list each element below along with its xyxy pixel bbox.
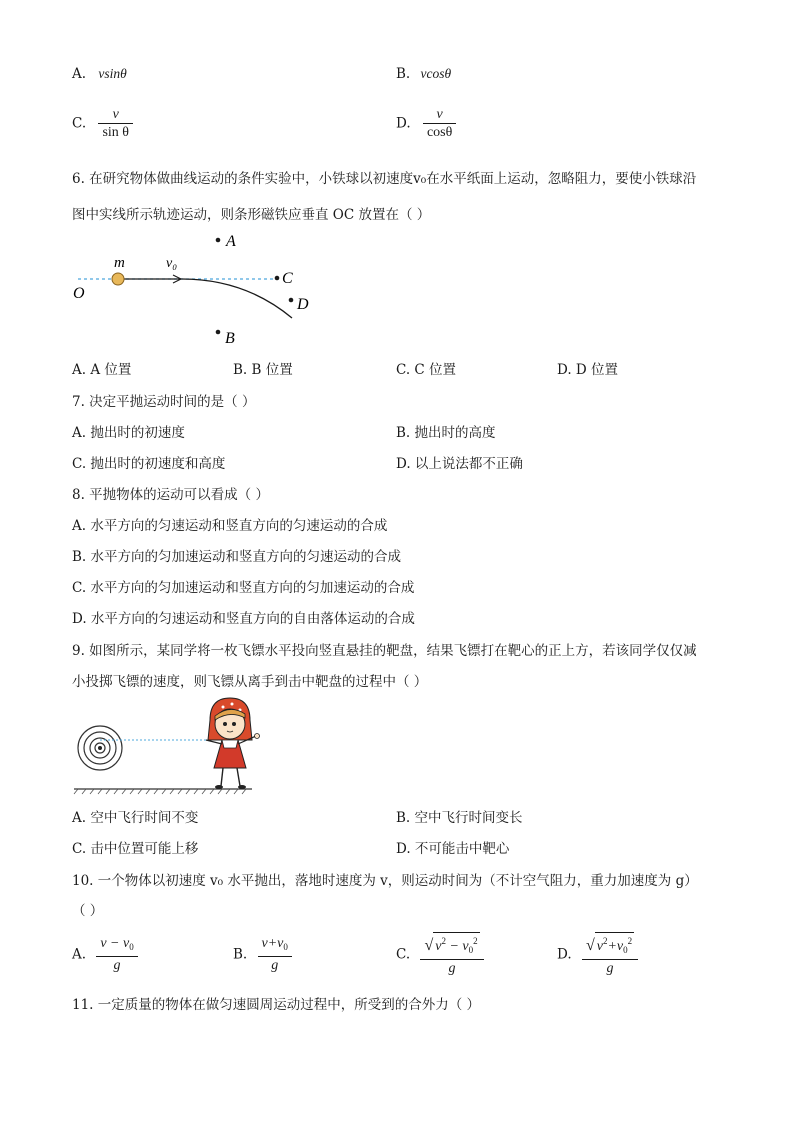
q10-option-d-fraction: $\frac{√ v^2+v_0^2}{g}$ xyxy=(582,932,638,977)
q6-point-a xyxy=(216,238,221,243)
q5-option-d-key: D. xyxy=(396,115,411,132)
q8-option-a: A. 水平方向的匀速运动和竖直方向的匀速运动的合成 xyxy=(72,518,388,534)
q10-option-b-fraction: $\frac{v+v_0}{g}$ xyxy=(258,935,292,974)
q5-option-c-denominator: sin θ xyxy=(102,125,129,140)
q5-option-c-fraction xyxy=(98,106,133,141)
q9-girl-icon xyxy=(206,698,260,789)
q6-stem-line1: 6. 在研究物体做曲线运动的条件实验中，小铁球以初速度v₀在水平纸面上运动，忽略阻力，要使小铁球沿 xyxy=(72,171,697,187)
q9-stem-line2: 小投掷飞镖的速度，则飞镖从离手到击中靶盘的过程中（ ） xyxy=(72,674,428,690)
q9-option-c: C. 击中位置可能上移 xyxy=(72,841,199,857)
q10-option-b-denominator: g xyxy=(271,958,279,973)
q10-option-a xyxy=(72,935,138,974)
q9-ground xyxy=(74,789,252,794)
q8-option-c: C. 水平方向的匀加速运动和竖直方向的匀加速运动的合成 xyxy=(72,580,415,596)
q6-point-d xyxy=(289,298,294,303)
q6-label-m: m xyxy=(114,255,125,271)
q7-option-a: A. 抛出时的初速度 xyxy=(72,425,185,441)
q6-label-b: B xyxy=(225,330,235,347)
q6-option-c: C. C 位置 xyxy=(396,362,457,378)
q6-option-b: B. B 位置 xyxy=(233,362,293,378)
q5-option-d xyxy=(396,106,456,141)
q7-option-b: B. 抛出时的高度 xyxy=(396,425,496,441)
q8-stem: 8. 平抛物体的运动可以看成（ ） xyxy=(72,487,269,503)
q5-option-b xyxy=(396,66,451,82)
q7-stem: 7. 决定平抛运动时间的是（ ） xyxy=(72,394,256,410)
q6-point-c xyxy=(275,276,280,281)
q6-figure xyxy=(70,228,330,353)
q6-label-c: C xyxy=(282,270,293,287)
q10-stem-line2: （ ） xyxy=(72,903,104,919)
q10-option-d-denominator: g xyxy=(606,961,614,976)
q10-option-b-key: B. xyxy=(233,946,248,963)
q6-label-a: A xyxy=(226,233,236,250)
q10-option-d xyxy=(557,932,638,977)
q5-option-b-key: B. xyxy=(396,66,411,82)
q6-point-b xyxy=(216,330,221,335)
q10-option-a-key: A. xyxy=(72,946,87,963)
q10-option-c xyxy=(396,932,484,977)
q5-option-d-fraction xyxy=(423,106,456,141)
q5-option-c-numerator: v xyxy=(98,106,133,124)
q5-option-a xyxy=(72,66,127,82)
q5-option-c xyxy=(72,106,133,141)
q6-stem-line2: 图中实线所示轨迹运动，则条形磁铁应垂直 OC 放置在（ ） xyxy=(72,207,431,223)
q6-ball xyxy=(112,273,124,285)
q10-stem-line1: 10. 一个物体以初速度 v₀ 水平抛出，落地时速度为 v，则运动时间为（不计空气阻力，重力加速度为 g） xyxy=(72,873,698,889)
q9-option-d: D. 不可能击中靶心 xyxy=(396,841,510,857)
q8-option-d: D. 水平方向的匀速运动和竖直方向的自由落体运动的合成 xyxy=(72,611,415,627)
q9-target-icon xyxy=(78,726,122,770)
q6-option-a: A. A 位置 xyxy=(72,362,132,378)
q9-stem-line1: 9. 如图所示，某同学将一枚飞镖水平投向竖直悬挂的靶盘，结果飞镖打在靶心的正上方，若该同学仅仅减 xyxy=(72,643,697,659)
q10-option-a-denominator: g xyxy=(113,958,121,973)
q7-option-d: D. 以上说法都不正确 xyxy=(396,456,523,472)
q9-figure xyxy=(70,692,270,802)
q9-option-a: A. 空中飞行时间不变 xyxy=(72,810,199,826)
q6-option-d: D. D 位置 xyxy=(557,362,619,378)
q5-option-a-key: A. xyxy=(72,66,87,82)
q6-trajectory xyxy=(118,279,292,318)
q10-option-c-fraction: $\frac{√ v^2 - v_0^2}{g}$ xyxy=(420,932,483,977)
q6-label-d: D xyxy=(297,296,309,313)
q8-option-b: B. 水平方向的匀加速运动和竖直方向的匀速运动的合成 xyxy=(72,549,402,565)
q6-label-v0: v₀ xyxy=(166,256,178,271)
q10-option-b xyxy=(233,935,292,974)
q5-option-d-numerator: v xyxy=(423,106,456,124)
q7-option-c: C. 抛出时的初速度和高度 xyxy=(72,456,226,472)
q10-option-a-fraction: $\frac{v - v_0}{g}$ xyxy=(96,935,137,974)
q5-option-c-key: C. xyxy=(72,115,87,132)
q10-option-c-denominator: g xyxy=(448,961,456,976)
q5-option-b-text: vcosθ xyxy=(420,66,452,81)
q6-label-o: O xyxy=(73,285,85,302)
q5-option-d-denominator: cosθ xyxy=(426,125,453,140)
q11-stem: 11. 一定质量的物体在做匀速圆周运动过程中，所受到的合外力（ ） xyxy=(72,997,481,1013)
q10-option-d-key: D. xyxy=(557,946,572,963)
q5-option-a-text: vsinθ xyxy=(98,66,127,81)
q9-option-b: B. 空中飞行时间变长 xyxy=(396,810,523,826)
q10-option-c-key: C. xyxy=(396,946,411,963)
